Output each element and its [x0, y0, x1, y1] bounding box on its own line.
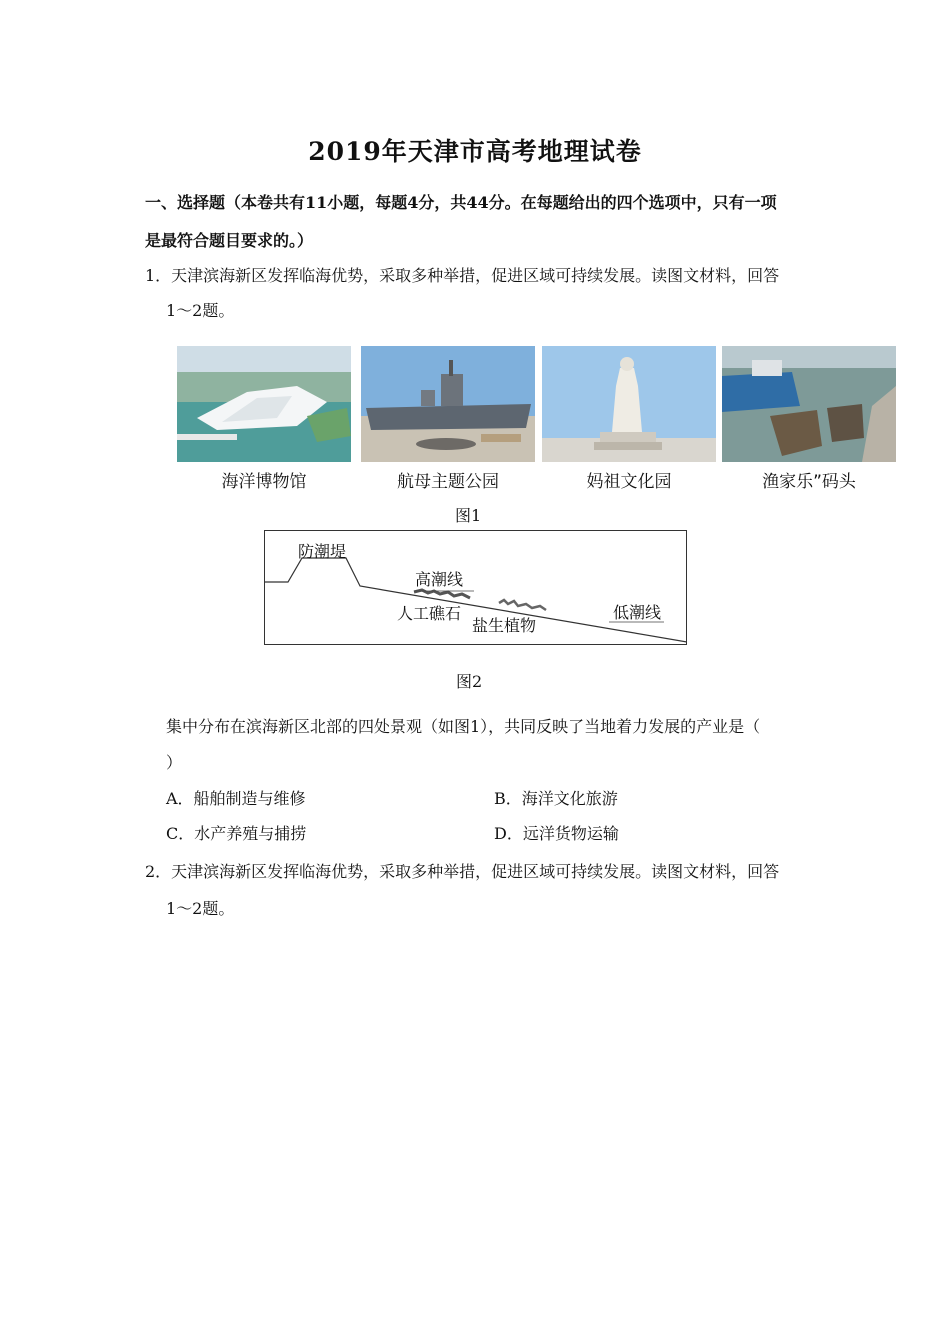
figure-1-label: 图1 — [455, 506, 482, 525]
option-a: A．船舶制造与维修 — [166, 789, 306, 808]
photo-mazu-park — [542, 346, 716, 462]
label-levee: 防潮堤 — [298, 542, 347, 561]
photo-fisherman-pier — [722, 346, 896, 462]
caption-mazu-park: 妈祖文化园 — [586, 472, 672, 492]
question-1-stem-line2: ） — [166, 753, 183, 772]
label-low-tide: 低潮线 — [613, 603, 662, 622]
question-1-intro-line1: 1．天津滨海新区发挥临海优势，采取多种举措，促进区域可持续发展。读图文材料，回答 — [145, 266, 780, 285]
label-high-tide: 高潮线 — [415, 570, 464, 589]
page-title: 2019年天津市高考地理试卷 — [308, 137, 642, 166]
section-heading-line2: 是最符合题目要求的。） — [145, 231, 314, 250]
option-c: C．水产养殖与捕捞 — [166, 824, 307, 843]
option-b: B．海洋文化旅游 — [494, 789, 618, 808]
label-artificial-reef: 人工礁石 — [397, 604, 462, 623]
section-heading-line1: 一、选择题（本卷共有11小题，每题4分，共44分。在每题给出的四个选项中，只有一项 — [145, 193, 777, 212]
option-d: D．远洋货物运输 — [494, 824, 619, 843]
caption-fisherman-pier: 渔家乐”码头 — [762, 472, 856, 492]
figure-2-diagram — [264, 530, 687, 645]
question-2-intro-line1: 2．天津滨海新区发挥临海优势，采取多种举措，促进区域可持续发展。读图文材料，回答 — [145, 862, 780, 881]
photo-ocean-museum — [177, 346, 351, 462]
figure-2-label: 图2 — [456, 672, 483, 691]
caption-carrier-park: 航母主题公园 — [397, 472, 499, 492]
question-1-stem-line1: 集中分布在滨海新区北部的四处景观（如图1），共同反映了当地着力发展的产业是（ — [166, 717, 761, 736]
question-2-intro-line2: 1～2题。 — [166, 899, 235, 918]
photo-carrier-park — [361, 346, 535, 462]
label-halophyte: 盐生植物 — [472, 616, 537, 635]
question-1-intro-line2: 1～2题。 — [166, 301, 235, 320]
caption-ocean-museum: 海洋博物馆 — [221, 472, 307, 492]
